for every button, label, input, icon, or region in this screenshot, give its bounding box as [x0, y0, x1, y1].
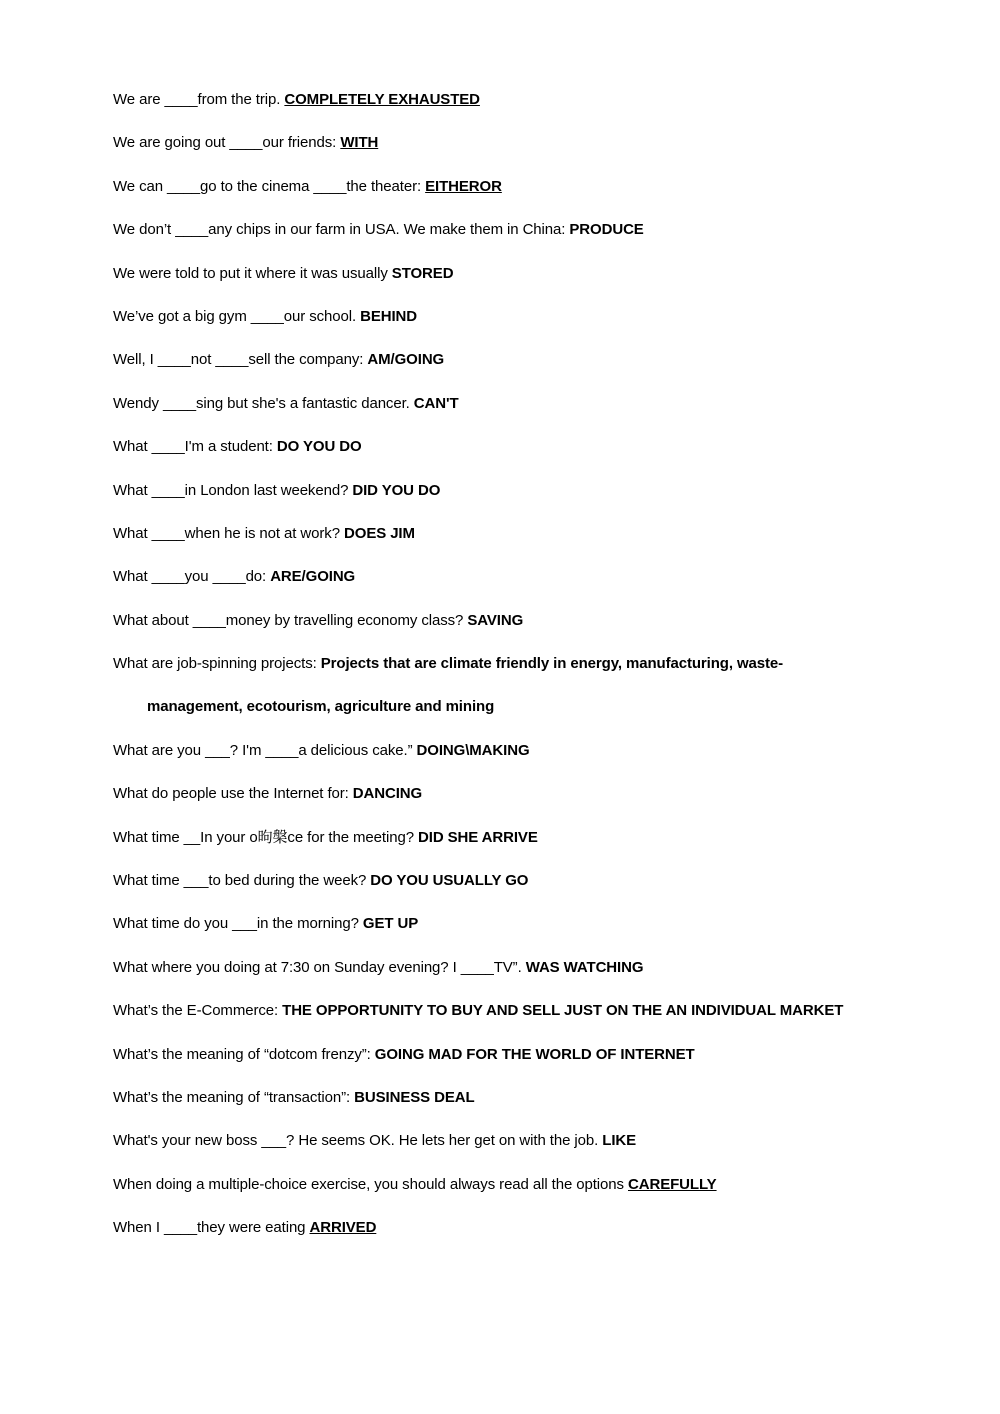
question-line [113, 220, 940, 240]
question-text: What about ____money by travelling economy class? [113, 611, 468, 629]
question-text: What’s the meaning of “dotcom frenzy”: [113, 1045, 375, 1063]
question-text: What ____in London last weekend? [113, 481, 353, 499]
question-text: Well, I ____not ____sell the company: [113, 351, 368, 369]
answer-text: Projects that are climate friendly in energy, manufacturing, waste- [320, 655, 784, 673]
question-text: What do people use the Internet for: [113, 785, 353, 803]
answer-text: management, ecotourism, agriculture and mining [147, 698, 495, 716]
question-line [113, 90, 940, 110]
question-line-continuation [113, 697, 940, 717]
question-line [113, 307, 940, 327]
question-text: We are going out ____our friends: [113, 134, 341, 152]
question-text: What's your new boss ___? He seems OK. He lets her get on with the job. [113, 1132, 603, 1150]
question-line [113, 481, 940, 501]
question-line [113, 611, 940, 631]
question-line [113, 350, 940, 370]
answer-text: EITHEROR [425, 177, 502, 195]
answer-text: AM/GOING [367, 351, 445, 369]
question-text: Wendy ____sing but she's a fantastic dancer. [113, 394, 414, 412]
answer-text: BEHIND [360, 307, 418, 325]
answer-text: WAS WATCHING [525, 958, 644, 976]
question-text: When doing a multiple-choice exercise, you should always read all the options [113, 1175, 628, 1193]
answer-text: CAREFULLY [628, 1175, 717, 1193]
question-line [113, 567, 940, 587]
answer-text: BUSINESS DEAL [354, 1088, 475, 1106]
question-line [113, 828, 940, 848]
question-text: What are you ___? I'm ____a delicious cake.” [113, 741, 417, 759]
answer-text: THE OPPORTUNITY TO BUY AND SELL JUST ON THE AN INDIVIDUAL MARKET [282, 1002, 844, 1020]
question-line [113, 394, 940, 414]
answer-text: DOES JIM [344, 524, 415, 542]
question-text: We’ve got a big gym ____our school. [113, 307, 361, 325]
question-text: What are job-spinning projects: [113, 655, 321, 673]
question-line [113, 524, 940, 544]
question-text: What ____when he is not at work? [113, 524, 345, 542]
question-line [113, 914, 940, 934]
answer-text: DANCING [352, 785, 423, 803]
question-line [113, 654, 940, 674]
question-text: We can ____go to the cinema ____the theater: [113, 177, 426, 195]
answer-text: WITH [340, 134, 379, 152]
question-line [113, 741, 940, 761]
answer-text: DID YOU DO [352, 481, 441, 499]
question-line [113, 1045, 940, 1065]
question-line [113, 1175, 940, 1195]
answer-text: ARRIVED [309, 1219, 377, 1237]
answer-text: GOING MAD FOR THE WORLD OF INTERNET [374, 1045, 695, 1063]
answer-text: LIKE [602, 1132, 637, 1150]
question-line [113, 1001, 940, 1021]
question-text: What time ___to bed during the week? [113, 872, 371, 890]
question-text: What’s the meaning of “transaction”: [113, 1088, 355, 1106]
answer-text: SAVING [467, 611, 524, 629]
answer-text: PRODUCE [569, 221, 644, 239]
question-line [113, 784, 940, 804]
answer-text: CAN'T [413, 394, 459, 412]
question-line [113, 1218, 940, 1238]
question-line [113, 958, 940, 978]
answer-text: DO YOU USUALLY GO [370, 872, 529, 890]
question-text: When I ____they were eating [113, 1219, 310, 1237]
question-line [113, 437, 940, 457]
answer-text: DO YOU DO [276, 438, 362, 456]
question-text: What’s the E-Commerce: [113, 1002, 283, 1020]
question-text: What ____you ____do: [113, 568, 271, 586]
question-line [113, 264, 940, 284]
question-line [113, 177, 940, 197]
answer-text: COMPLETELY EXHAUSTED [284, 91, 480, 108]
question-text: We are ____from the trip. [113, 91, 285, 108]
answer-text: STORED [391, 264, 454, 282]
question-line [113, 1131, 940, 1151]
question-text: We were told to put it where it was usually [113, 264, 392, 282]
question-text: What time __In your o昫槃ce for the meeting? [113, 828, 419, 846]
answer-text: GET UP [362, 915, 419, 933]
question-line [113, 133, 940, 153]
question-text: We don’t ____any chips in our farm in USA. We make them in China: [113, 221, 570, 239]
question-text: What ____I'm a student: [113, 438, 277, 456]
answer-text: ARE/GOING [270, 568, 356, 586]
question-text: What time do you ___in the morning? [113, 915, 363, 933]
question-text: What where you doing at 7:30 on Sunday evening? I ____TV”. [113, 958, 526, 976]
answer-text: DOING\MAKING [416, 741, 530, 759]
question-line [113, 1088, 940, 1108]
answer-text: DID SHE ARRIVE [418, 828, 538, 846]
question-line [113, 871, 940, 891]
